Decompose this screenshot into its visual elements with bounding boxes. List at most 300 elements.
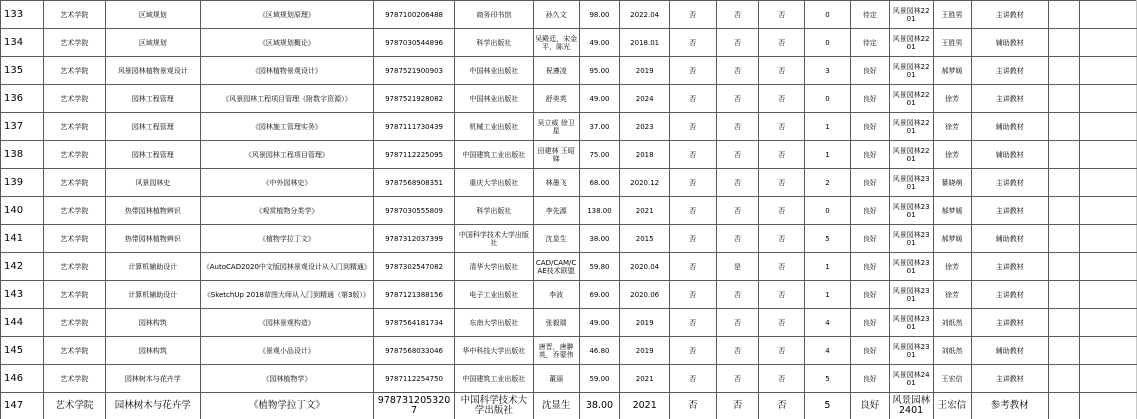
cell-class[interactable]: 风景园林2201 [889,113,933,141]
cell-row-number[interactable]: 134 [1,29,44,57]
cell-class[interactable]: 风景园林2201 [889,85,933,113]
cell-edition-count[interactable]: 1 [805,141,851,169]
cell-flag-b[interactable]: 否 [716,169,759,197]
cell-flag-b[interactable]: 否 [716,141,759,169]
cell-empty[interactable] [1049,309,1080,337]
cell-edition-count[interactable]: 4 [805,309,851,337]
table-row [1,141,1137,169]
cell-price[interactable]: 75.00 [579,141,620,169]
cell-row-number[interactable]: 140 [1,197,44,225]
cell-empty[interactable] [1049,365,1080,393]
cell-college[interactable]: 艺术学院 [43,337,105,365]
cell-price[interactable]: 46.80 [579,337,620,365]
cell-flag-a[interactable]: 否 [669,393,716,419]
cell-class[interactable]: 风景园林2201 [889,57,933,85]
cell-textbook-title[interactable]: 《植物学拉丁文》 [200,393,373,419]
cell-textbook-type[interactable]: 主讲教材 [971,253,1049,281]
cell-isbn[interactable]: 9787521900903 [373,57,454,85]
cell-empty[interactable] [1049,57,1080,85]
cell-empty[interactable] [1079,393,1136,419]
cell-edition-count[interactable]: 5 [805,365,851,393]
table-row [1,197,1137,225]
cell-class[interactable]: 风景园林2301 [889,309,933,337]
cell-textbook-type[interactable]: 主讲教材 [971,1,1049,29]
cell-pub-date[interactable]: 2021 [620,393,669,419]
cell-textbook-type[interactable]: 主讲教材 [971,169,1049,197]
cell-empty[interactable] [1079,309,1136,337]
cell-row-number[interactable]: 147 [1,393,44,419]
cell-author[interactable]: CAD/CAM/CAE技术联盟 [533,253,579,281]
cell-publisher[interactable]: 电子工业出版社 [455,281,533,309]
cell-flag-c[interactable]: 否 [759,85,805,113]
cell-teacher[interactable]: 徐芳 [933,141,971,169]
cell-teacher[interactable]: 郝梦媛 [933,225,971,253]
cell-row-number[interactable]: 139 [1,169,44,197]
cell-author[interactable]: 吴立威 徐卫星 [533,113,579,141]
cell-textbook-type[interactable]: 辅助教材 [971,337,1049,365]
cell-row-number[interactable]: 135 [1,57,44,85]
cell-textbook-title[interactable]: 《景观小品设计》 [200,337,373,365]
cell-college[interactable]: 艺术学院 [43,85,105,113]
cell-publisher[interactable]: 中国林业出版社 [455,57,533,85]
cell-textbook-title[interactable]: 《AutoCAD2020中文版园林景观设计从入门到精通》 [200,253,373,281]
cell-row-number[interactable]: 141 [1,225,44,253]
cell-textbook-title[interactable]: 《植物学拉丁文》 [200,225,373,253]
table-row [1,309,1137,337]
cell-class[interactable]: 风景园林2301 [889,225,933,253]
cell-textbook-type[interactable]: 主讲教材 [971,365,1049,393]
cell-edition-count[interactable]: 0 [805,1,851,29]
cell-flag-c[interactable]: 否 [759,113,805,141]
cell-publisher[interactable]: 华中科技大学出版社 [455,337,533,365]
cell-quality[interactable]: 良好 [850,225,889,253]
cell-flag-b[interactable]: 否 [716,393,759,419]
cell-author[interactable]: 沈显生 [533,225,579,253]
cell-college[interactable]: 艺术学院 [43,169,105,197]
cell-row-number[interactable]: 144 [1,309,44,337]
cell-quality[interactable]: 良好 [850,253,889,281]
table-row [1,85,1137,113]
cell-course[interactable]: 计算机辅助设计 [105,281,200,309]
cell-pub-date[interactable]: 2018.01 [620,29,669,57]
cell-course[interactable]: 区域规划 [105,1,200,29]
cell-college[interactable]: 艺术学院 [43,309,105,337]
cell-quality[interactable]: 良好 [850,57,889,85]
cell-edition-count[interactable]: 1 [805,253,851,281]
cell-teacher[interactable]: 刘纸然 [933,337,971,365]
cell-college[interactable]: 艺术学院 [43,29,105,57]
cell-empty[interactable] [1049,113,1080,141]
table-row [1,29,1137,57]
cell-author[interactable]: 张毅瑞 [533,309,579,337]
cell-empty[interactable] [1079,253,1136,281]
cell-edition-count[interactable]: 1 [805,281,851,309]
cell-textbook-type[interactable]: 主讲教材 [971,85,1049,113]
cell-course[interactable]: 园林工程管理 [105,141,200,169]
cell-class[interactable]: 风景园林2201 [889,141,933,169]
table-row [1,113,1137,141]
cell-textbook-type[interactable]: 辅助教材 [971,113,1049,141]
cell-flag-b[interactable]: 否 [716,225,759,253]
cell-isbn[interactable]: 9787112225095 [373,141,454,169]
cell-flag-a[interactable]: 否 [669,281,716,309]
cell-textbook-type[interactable]: 辅助教材 [971,225,1049,253]
cell-flag-c[interactable]: 否 [759,29,805,57]
cell-course[interactable]: 园林树木与花卉学 [105,393,200,419]
cell-flag-c[interactable]: 否 [759,225,805,253]
cell-quality[interactable]: 良好 [850,337,889,365]
cell-flag-a[interactable]: 否 [669,365,716,393]
cell-textbook-title[interactable]: 《区域规划原理》 [200,1,373,29]
cell-price[interactable]: 49.00 [579,85,620,113]
cell-teacher[interactable]: 徐芳 [933,113,971,141]
cell-isbn[interactable]: 9787100206488 [373,1,454,29]
cell-empty[interactable] [1079,197,1136,225]
table-row [1,225,1137,253]
cell-empty[interactable] [1049,393,1080,419]
cell-textbook-title[interactable]: 《园林施工管理实务》 [200,113,373,141]
table-row [1,1,1137,29]
cell-textbook-title[interactable]: 《园林植物景观设计》 [200,57,373,85]
cell-author[interactable]: 李波 [533,281,579,309]
cell-edition-count[interactable]: 4 [805,337,851,365]
cell-pub-date[interactable]: 2021 [620,365,669,393]
cell-price[interactable]: 59.80 [579,253,620,281]
cell-flag-b[interactable]: 否 [716,337,759,365]
cell-quality[interactable]: 良好 [850,281,889,309]
cell-quality[interactable]: 良好 [850,365,889,393]
cell-flag-c[interactable]: 否 [759,141,805,169]
cell-flag-b[interactable]: 否 [716,281,759,309]
cell-textbook-title[interactable]: 《中外园林史》 [200,169,373,197]
cell-empty[interactable] [1049,281,1080,309]
cell-empty[interactable] [1049,197,1080,225]
cell-publisher[interactable]: 中国建筑工业出版社 [455,365,533,393]
cell-class[interactable]: 风景园林2301 [889,337,933,365]
cell-author[interactable]: 唐晋，唐翀英，乔蒙伟 [533,337,579,365]
cell-row-number[interactable]: 143 [1,281,44,309]
cell-textbook-type[interactable]: 主讲教材 [971,281,1049,309]
cell-class[interactable]: 风景园林2401 [889,393,933,419]
cell-publisher[interactable]: 科学出版社 [455,197,533,225]
cell-flag-b[interactable]: 是 [716,253,759,281]
cell-price[interactable]: 95.00 [579,57,620,85]
cell-college[interactable]: 艺术学院 [43,281,105,309]
cell-flag-b[interactable]: 否 [716,197,759,225]
cell-teacher[interactable]: 王胜男 [933,1,971,29]
cell-textbook-type[interactable]: 主讲教材 [971,57,1049,85]
cell-pub-date[interactable]: 2024 [620,85,669,113]
cell-textbook-type[interactable]: 辅助教材 [971,29,1049,57]
cell-pub-date[interactable]: 2021 [620,197,669,225]
cell-flag-b[interactable]: 否 [716,113,759,141]
cell-textbook-type[interactable]: 参考教材 [971,393,1049,419]
cell-pub-date[interactable]: 2015 [620,225,669,253]
cell-pub-date[interactable]: 2019 [620,309,669,337]
cell-flag-a[interactable]: 否 [669,225,716,253]
cell-flag-c[interactable]: 否 [759,309,805,337]
cell-flag-c[interactable]: 否 [759,337,805,365]
cell-empty[interactable] [1049,225,1080,253]
cell-teacher[interactable]: 徐芳 [933,253,971,281]
cell-course[interactable]: 热带园林植物辨识 [105,225,200,253]
cell-college[interactable]: 艺术学院 [43,141,105,169]
table-row [1,393,1137,419]
cell-class[interactable]: 风景园林2301 [889,281,933,309]
cell-class[interactable]: 风景园林2301 [889,253,933,281]
cell-class[interactable]: 风景园林2301 [889,197,933,225]
cell-price[interactable]: 38.00 [579,225,620,253]
cell-row-number[interactable]: 142 [1,253,44,281]
cell-course[interactable]: 热带园林植物辨识 [105,197,200,225]
cell-author[interactable]: 董丽 [533,365,579,393]
cell-row-number[interactable]: 137 [1,113,44,141]
cell-teacher[interactable]: 郝梦媛 [933,197,971,225]
cell-college[interactable]: 艺术学院 [43,1,105,29]
cell-edition-count[interactable]: 3 [805,57,851,85]
cell-empty[interactable] [1079,57,1136,85]
cell-college[interactable]: 艺术学院 [43,57,105,85]
cell-price[interactable]: 49.00 [579,309,620,337]
cell-empty[interactable] [1079,169,1136,197]
cell-course[interactable]: 园林工程管理 [105,113,200,141]
cell-flag-a[interactable]: 否 [669,141,716,169]
cell-pub-date[interactable]: 2019 [620,337,669,365]
cell-flag-a[interactable]: 否 [669,85,716,113]
cell-flag-c[interactable]: 否 [759,197,805,225]
cell-price[interactable]: 68.00 [579,169,620,197]
cell-quality[interactable]: 待定 [850,1,889,29]
cell-author[interactable]: 李先源 [533,197,579,225]
cell-textbook-title[interactable]: 《风景园林工程项目管理》 [200,141,373,169]
cell-quality[interactable]: 良好 [850,393,889,419]
cell-isbn[interactable]: 9787568033046 [373,337,454,365]
cell-course[interactable]: 园林工程管理 [105,85,200,113]
cell-flag-a[interactable]: 否 [669,309,716,337]
cell-teacher[interactable]: 王宏信 [933,393,971,419]
cell-teacher[interactable]: 徐芳 [933,85,971,113]
table-row [1,337,1137,365]
cell-author[interactable]: 沈显生 [533,393,579,419]
cell-empty[interactable] [1049,169,1080,197]
cell-isbn[interactable]: 9787112254750 [373,365,454,393]
cell-empty[interactable] [1049,141,1080,169]
cell-edition-count[interactable]: 2 [805,169,851,197]
cell-teacher[interactable]: 刘纸然 [933,309,971,337]
cell-college[interactable]: 艺术学院 [43,113,105,141]
cell-isbn[interactable]: 9787521928082 [373,85,454,113]
cell-empty[interactable] [1049,1,1080,29]
cell-textbook-title[interactable]: 《园林植物学》 [200,365,373,393]
cell-textbook-title[interactable]: 《园林景观构造》 [200,309,373,337]
cell-empty[interactable] [1079,281,1136,309]
cell-course[interactable]: 园林树木与花卉学 [105,365,200,393]
cell-empty[interactable] [1079,85,1136,113]
cell-publisher[interactable]: 中国科学技术大学出版社 [455,225,533,253]
cell-publisher[interactable]: 中国建筑工业出版社 [455,141,533,169]
cell-price[interactable]: 38.00 [579,393,620,419]
cell-flag-a[interactable]: 否 [669,29,716,57]
cell-flag-a[interactable]: 否 [669,337,716,365]
cell-class[interactable]: 风景园林2401 [889,365,933,393]
cell-flag-b[interactable]: 否 [716,29,759,57]
cell-quality[interactable]: 良好 [850,85,889,113]
cell-empty[interactable] [1079,113,1136,141]
cell-course[interactable]: 计算机辅助设计 [105,253,200,281]
cell-publisher[interactable]: 机械工业出版社 [455,113,533,141]
cell-flag-a[interactable]: 否 [669,57,716,85]
cell-course[interactable]: 园林构筑 [105,309,200,337]
cell-college[interactable]: 艺术学院 [43,253,105,281]
cell-price[interactable]: 59.00 [579,365,620,393]
cell-flag-c[interactable]: 否 [759,365,805,393]
cell-quality[interactable]: 良好 [850,141,889,169]
cell-course[interactable]: 园林构筑 [105,337,200,365]
cell-course[interactable]: 风景园林植物景观设计 [105,57,200,85]
cell-author[interactable]: 孙久文 [533,1,579,29]
cell-quality[interactable]: 良好 [850,113,889,141]
cell-quality[interactable]: 良好 [850,309,889,337]
cell-flag-c[interactable]: 否 [759,393,805,419]
cell-row-number[interactable]: 145 [1,337,44,365]
cell-teacher[interactable]: 綦晓萌 [933,169,971,197]
cell-flag-c[interactable]: 否 [759,169,805,197]
cell-pub-date[interactable]: 2019 [620,57,669,85]
cell-empty[interactable] [1049,253,1080,281]
cell-flag-b[interactable]: 否 [716,365,759,393]
table-row [1,253,1137,281]
cell-quality[interactable]: 良好 [850,169,889,197]
cell-flag-b[interactable]: 否 [716,1,759,29]
cell-empty[interactable] [1079,1,1136,29]
cell-author[interactable]: 吴殿廷，宋金平，陈光 [533,29,579,57]
cell-empty[interactable] [1079,365,1136,393]
cell-author[interactable]: 林墨飞 [533,169,579,197]
cell-publisher[interactable]: 东南大学出版社 [455,309,533,337]
cell-textbook-type[interactable]: 主讲教材 [971,197,1049,225]
cell-author[interactable]: 田建林 王昭娣 [533,141,579,169]
cell-author[interactable]: 祝遵凌 [533,57,579,85]
cell-college[interactable]: 艺术学院 [43,393,105,419]
cell-flag-c[interactable]: 否 [759,281,805,309]
cell-teacher[interactable]: 王胜男 [933,29,971,57]
cell-course[interactable]: 风景园林史 [105,169,200,197]
cell-isbn[interactable]: 9787302547082 [373,253,454,281]
cell-isbn[interactable]: 9787312053207 [373,393,454,419]
cell-flag-a[interactable]: 否 [669,197,716,225]
cell-college[interactable]: 艺术学院 [43,197,105,225]
cell-isbn[interactable]: 9787568908351 [373,169,454,197]
cell-flag-c[interactable]: 否 [759,1,805,29]
cell-teacher[interactable]: 王宏信 [933,365,971,393]
cell-row-number[interactable]: 136 [1,85,44,113]
cell-empty[interactable] [1079,225,1136,253]
cell-flag-a[interactable]: 否 [669,1,716,29]
cell-teacher[interactable]: 徐芳 [933,281,971,309]
cell-empty[interactable] [1079,337,1136,365]
cell-publisher[interactable]: 中国科学技术大学出版社 [455,393,533,419]
cell-flag-a[interactable]: 否 [669,253,716,281]
cell-empty[interactable] [1049,85,1080,113]
cell-price[interactable]: 98.00 [579,1,620,29]
cell-price[interactable]: 69.00 [579,281,620,309]
cell-publisher[interactable]: 科学出版社 [455,29,533,57]
cell-pub-date[interactable]: 2020.06 [620,281,669,309]
cell-quality[interactable]: 良好 [850,197,889,225]
table-row [1,57,1137,85]
cell-flag-b[interactable]: 否 [716,85,759,113]
cell-edition-count[interactable]: 0 [805,197,851,225]
cell-flag-a[interactable]: 否 [669,113,716,141]
cell-flag-b[interactable]: 否 [716,57,759,85]
cell-class[interactable]: 风景园林2301 [889,169,933,197]
cell-pub-date[interactable]: 2023 [620,113,669,141]
cell-author[interactable]: 舒美英 [533,85,579,113]
cell-row-number[interactable]: 138 [1,141,44,169]
cell-pub-date[interactable]: 2020.12 [620,169,669,197]
cell-empty[interactable] [1079,141,1136,169]
cell-flag-c[interactable]: 否 [759,57,805,85]
cell-isbn[interactable]: 9787030544896 [373,29,454,57]
cell-edition-count[interactable]: 1 [805,113,851,141]
cell-class[interactable]: 风景园林2201 [889,1,933,29]
cell-flag-a[interactable]: 否 [669,169,716,197]
cell-isbn[interactable]: 9787121388156 [373,281,454,309]
cell-textbook-type[interactable]: 辅助教材 [971,141,1049,169]
cell-price[interactable]: 138.00 [579,197,620,225]
cell-empty[interactable] [1079,29,1136,57]
cell-college[interactable]: 艺术学院 [43,225,105,253]
cell-edition-count[interactable]: 0 [805,85,851,113]
cell-flag-c[interactable]: 否 [759,253,805,281]
cell-teacher[interactable]: 郝梦媛 [933,57,971,85]
cell-publisher[interactable]: 重庆大学出版社 [455,169,533,197]
cell-class[interactable]: 风景园林2201 [889,29,933,57]
cell-row-number[interactable]: 133 [1,1,44,29]
cell-empty[interactable] [1049,337,1080,365]
cell-textbook-title[interactable]: 《SketchUp 2018草图大师从入门到精通（第3版）》 [200,281,373,309]
cell-pub-date[interactable]: 2022.04 [620,1,669,29]
cell-price[interactable]: 37.00 [579,113,620,141]
cell-textbook-type[interactable]: 主讲教材 [971,309,1049,337]
cell-isbn[interactable]: 9787111730439 [373,113,454,141]
cell-pub-date[interactable]: 2018 [620,141,669,169]
cell-publisher[interactable]: 商务印书馆 [455,1,533,29]
cell-quality[interactable]: 待定 [850,29,889,57]
cell-pub-date[interactable]: 2020.04 [620,253,669,281]
cell-isbn[interactable]: 9787564181734 [373,309,454,337]
cell-publisher[interactable]: 中国林业出版社 [455,85,533,113]
cell-edition-count[interactable]: 0 [805,29,851,57]
cell-isbn[interactable]: 9787030555809 [373,197,454,225]
cell-edition-count[interactable]: 5 [805,393,851,419]
cell-course[interactable]: 区域规划 [105,29,200,57]
table-row [1,281,1137,309]
cell-flag-b[interactable]: 否 [716,309,759,337]
table-row [1,365,1137,393]
cell-college[interactable]: 艺术学院 [43,365,105,393]
cell-textbook-title[interactable]: 《观赏植物分类学》 [200,197,373,225]
cell-empty[interactable] [1049,29,1080,57]
cell-isbn[interactable]: 9787312037399 [373,225,454,253]
cell-publisher[interactable]: 清华大学出版社 [455,253,533,281]
cell-textbook-title[interactable]: 《风景园林工程项目管理（附数字资源）》 [200,85,373,113]
cell-edition-count[interactable]: 5 [805,225,851,253]
table-row [1,169,1137,197]
cell-price[interactable]: 49.00 [579,29,620,57]
cell-textbook-title[interactable]: 《区域规划概论》 [200,29,373,57]
cell-row-number[interactable]: 146 [1,365,44,393]
